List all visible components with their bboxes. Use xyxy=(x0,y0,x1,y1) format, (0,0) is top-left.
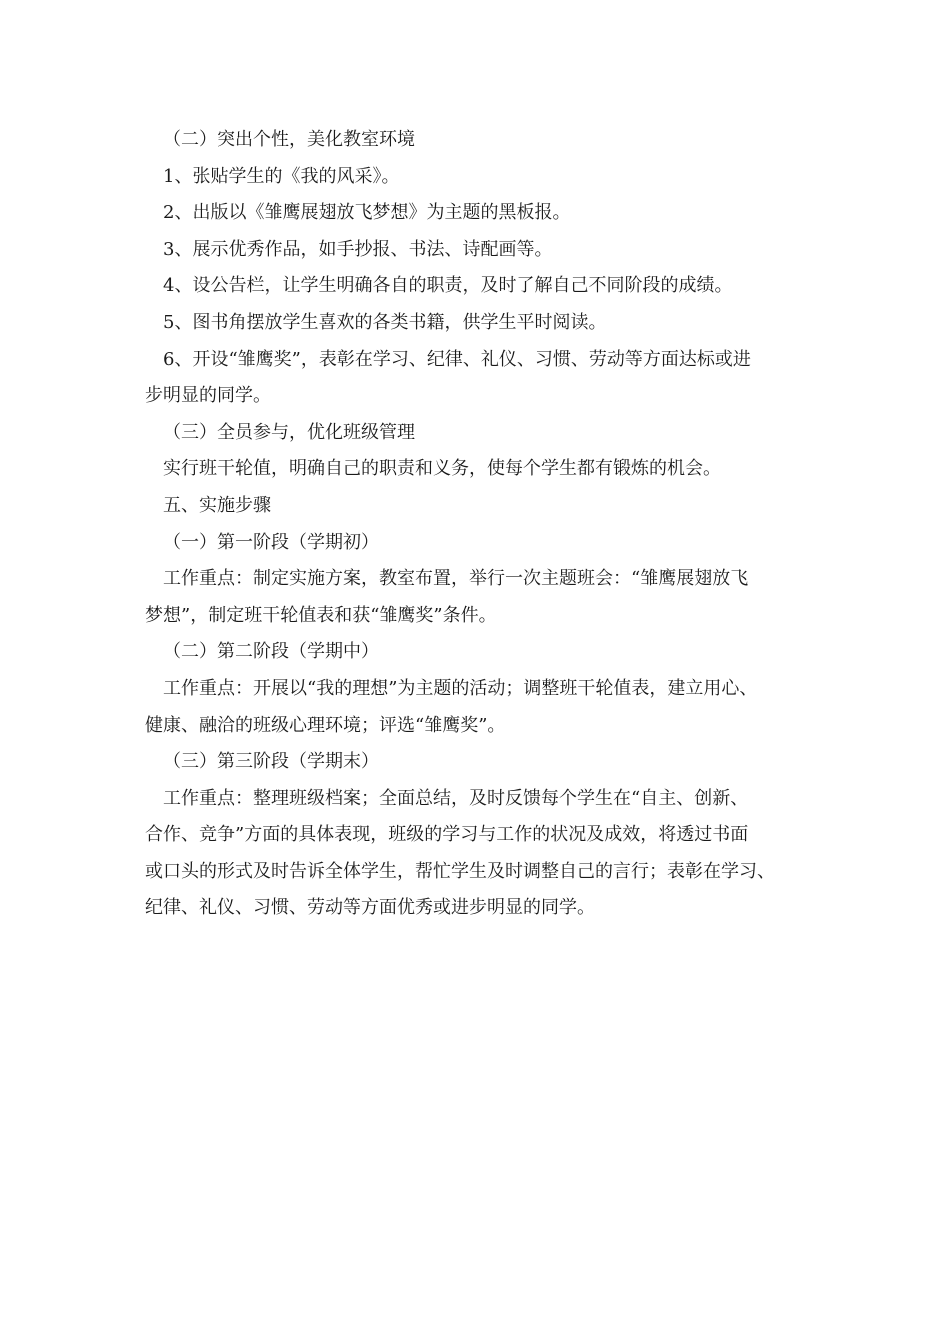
stage-3-heading: （三）第三阶段（学期末） xyxy=(163,751,379,773)
section-heading-3: （三）全员参与，优化班级管理 xyxy=(163,421,415,443)
stage-3-text-line-3: 或口头的形式及时告诉全体学生，帮忙学生及时调整自己的言行；表彰在学习、 xyxy=(145,860,775,882)
stage-3-text-line-4: 纪律、礼仪、习惯、劳动等方面优秀或进步明显的同学。 xyxy=(145,897,595,919)
chapter-heading-5: 五、实施步骤 xyxy=(163,494,271,516)
stage-2-text-line-2: 健康、融洽的班级心理环境；评选“雏鹰奖”。 xyxy=(145,714,506,736)
stage-2-text-line-1: 工作重点：开展以“我的理想”为主题的活动；调整班干轮值表，建立用心、 xyxy=(163,677,758,699)
section-heading-2: （二）突出个性，美化教室环境 xyxy=(163,129,415,150)
stage-1-text-line-2: 梦想”，制定班干轮值表和获“雏鹰奖”条件。 xyxy=(145,604,497,626)
stage-2-heading: （二）第二阶段（学期中） xyxy=(163,641,379,663)
stage-3-text-line-1: 工作重点：整理班级档案；全面总结，及时反馈每个学生在“自主、创新、 xyxy=(163,787,749,809)
stage-1-text-line-1: 工作重点：制定实施方案，教室布置，举行一次主题班会：“雏鹰展翅放飞 xyxy=(163,568,749,590)
list-item-5: 5、图书角摆放学生喜欢的各类书籍，供学生平时阅读。 xyxy=(163,311,607,333)
document-body xyxy=(145,122,815,927)
list-item-1: 1、张贴学生的《我的风采》。 xyxy=(163,165,400,187)
list-item-6-line-1: 6、开设“雏鹰奖”，表彰在学习、纪律、礼仪、习惯、劳动等方面达标或进 xyxy=(163,348,751,370)
list-item-2: 2、出版以《雏鹰展翅放飞梦想》为主题的黑板报。 xyxy=(163,202,571,224)
stage-3-text-line-2: 合作、竞争”方面的具体表现，班级的学习与工作的状况及成效，将透过书面 xyxy=(145,824,749,846)
list-item-6-line-2: 步明显的同学。 xyxy=(145,385,271,407)
list-item-3: 3、展示优秀作品，如手抄报、书法、诗配画等。 xyxy=(163,238,553,260)
list-item-4: 4、设公告栏，让学生明确各自的职责，及时了解自己不同阶段的成绩。 xyxy=(163,275,733,297)
stage-1-heading: （一）第一阶段（学期初） xyxy=(163,531,379,553)
paragraph-rotation: 实行班干轮值，明确自己的职责和义务，使每个学生都有锻炼的机会。 xyxy=(163,458,721,480)
